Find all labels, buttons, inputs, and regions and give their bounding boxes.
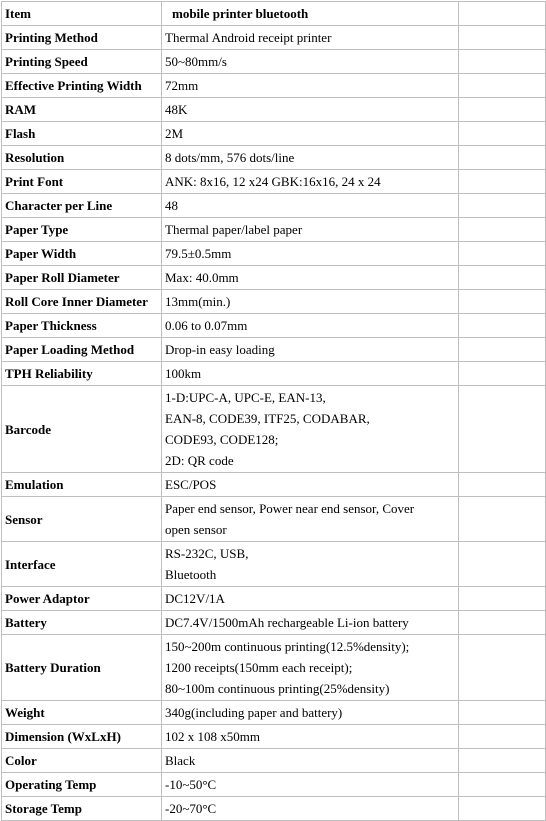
empty-cell xyxy=(459,773,546,797)
empty-cell xyxy=(459,170,546,194)
spec-value-cell xyxy=(162,635,459,701)
spec-label-cell: Character per Line xyxy=(2,194,162,218)
spec-value-line: 48 xyxy=(165,198,178,213)
spec-label-cell: Sensor xyxy=(2,497,162,542)
spec-value-cell xyxy=(162,725,459,749)
table-row xyxy=(2,194,546,218)
empty-cell xyxy=(459,635,546,701)
spec-value-cell xyxy=(162,749,459,773)
table-row xyxy=(2,170,546,194)
spec-value-line: 1-D:UPC-A, UPC-E, EAN-13, xyxy=(165,390,326,405)
table-row xyxy=(2,386,546,473)
spec-value-cell xyxy=(162,146,459,170)
spec-value-cell xyxy=(162,26,459,50)
empty-cell xyxy=(459,74,546,98)
table-row xyxy=(2,218,546,242)
spec-value-line: Drop-in easy loading xyxy=(165,342,275,357)
empty-cell xyxy=(459,2,546,26)
spec-value-cell xyxy=(162,701,459,725)
spec-value-line: DC12V/1A xyxy=(165,591,225,606)
spec-value-cell xyxy=(162,98,459,122)
spec-value-line: 79.5±0.5mm xyxy=(165,246,232,261)
table-row xyxy=(2,611,546,635)
empty-cell xyxy=(459,587,546,611)
spec-value-line: Thermal paper/label paper xyxy=(165,222,303,237)
table-row xyxy=(2,362,546,386)
table-row xyxy=(2,497,546,542)
spec-label-cell: Effective Printing Width xyxy=(2,74,162,98)
spec-value-line: open sensor xyxy=(165,522,227,537)
table-row xyxy=(2,725,546,749)
spec-value-line: 72mm xyxy=(165,78,199,93)
spec-value-line: 50~80mm/s xyxy=(165,54,227,69)
spec-value-line: ESC/POS xyxy=(165,477,217,492)
table-row xyxy=(2,749,546,773)
item-header-cell: Item xyxy=(2,2,162,26)
spec-value-line: ANK: 8x16, 12 x24 GBK:16x16, 24 x 24 xyxy=(165,174,381,189)
spec-value-line: CODE93, CODE128; xyxy=(165,432,279,447)
table-row xyxy=(2,50,546,74)
table-row xyxy=(2,314,546,338)
empty-cell xyxy=(459,218,546,242)
spec-label-cell: Battery Duration xyxy=(2,635,162,701)
spec-value-line: 8 dots/mm, 576 dots/line xyxy=(165,150,295,165)
spec-label-cell: Paper Width xyxy=(2,242,162,266)
spec-value-line: 1200 receipts(150mm each receipt); xyxy=(165,660,353,675)
spec-value-cell xyxy=(162,587,459,611)
spec-value-line: 2D: QR code xyxy=(165,453,234,468)
spec-value-line: -10~50°C xyxy=(165,777,217,792)
spec-label-cell: Printing Method xyxy=(2,26,162,50)
spec-value-line: -20~70°C xyxy=(165,801,217,816)
empty-cell xyxy=(459,242,546,266)
empty-cell xyxy=(459,50,546,74)
empty-cell xyxy=(459,362,546,386)
spec-label-cell: Paper Roll Diameter xyxy=(2,266,162,290)
empty-cell xyxy=(459,194,546,218)
spec-label-cell: Color xyxy=(2,749,162,773)
spec-value-line: 80~100m continuous printing(25%density) xyxy=(165,681,390,696)
empty-cell xyxy=(459,26,546,50)
spec-label-cell: TPH Reliability xyxy=(2,362,162,386)
spec-value-line: 48K xyxy=(165,102,188,117)
spec-value-cell xyxy=(162,74,459,98)
spec-value-cell xyxy=(162,50,459,74)
empty-cell xyxy=(459,725,546,749)
spec-value-cell xyxy=(162,773,459,797)
table-row xyxy=(2,473,546,497)
spec-value-line: Paper end sensor, Power near end sensor, Cover xyxy=(165,501,415,516)
spec-value-cell xyxy=(162,170,459,194)
table-row xyxy=(2,587,546,611)
spec-value-line: Max: 40.0mm xyxy=(165,270,239,285)
spec-label-cell: Flash xyxy=(2,122,162,146)
spec-label-cell: RAM xyxy=(2,98,162,122)
spec-label-cell: Paper Thickness xyxy=(2,314,162,338)
spec-label-cell: Dimension (WxLxH) xyxy=(2,725,162,749)
empty-cell xyxy=(459,98,546,122)
empty-cell xyxy=(459,266,546,290)
spec-value-line: Thermal Android receipt printer xyxy=(165,30,332,45)
empty-cell xyxy=(459,386,546,473)
table-row xyxy=(2,290,546,314)
spec-value-cell xyxy=(162,611,459,635)
spec-value-cell xyxy=(162,497,459,542)
spec-label-cell: Weight xyxy=(2,701,162,725)
empty-cell xyxy=(459,146,546,170)
empty-cell xyxy=(459,542,546,587)
table-header-row xyxy=(2,2,546,26)
spec-label-cell: Print Font xyxy=(2,170,162,194)
spec-label-cell: Roll Core Inner Diameter xyxy=(2,290,162,314)
spec-label-cell: Barcode xyxy=(2,386,162,473)
table-row xyxy=(2,542,546,587)
spec-value-cell xyxy=(162,290,459,314)
spec-label-cell: Interface xyxy=(2,542,162,587)
spec-value-cell xyxy=(162,362,459,386)
table-row xyxy=(2,797,546,821)
empty-cell xyxy=(459,497,546,542)
table-row xyxy=(2,773,546,797)
spec-label-cell: Printing Speed xyxy=(2,50,162,74)
spec-value-cell xyxy=(162,122,459,146)
spec-label-cell: Operating Temp xyxy=(2,773,162,797)
spec-value-line: 2M xyxy=(165,126,184,141)
spec-value-cell xyxy=(162,194,459,218)
table-row xyxy=(2,242,546,266)
spec-label-cell: Paper Loading Method xyxy=(2,338,162,362)
spec-label-cell: Battery xyxy=(2,611,162,635)
empty-cell xyxy=(459,797,546,821)
spec-value-line: 0.06 to 0.07mm xyxy=(165,318,248,333)
table-row xyxy=(2,146,546,170)
spec-value-line: 150~200m continuous printing(12.5%density); xyxy=(165,639,410,654)
spec-value-line: 340g(including paper and battery) xyxy=(165,705,343,720)
table-row xyxy=(2,74,546,98)
empty-cell xyxy=(459,290,546,314)
spec-table xyxy=(1,1,546,821)
spec-value-line: DC7.4V/1500mAh rechargeable Li-ion battery xyxy=(165,615,409,630)
spec-label-cell: Emulation xyxy=(2,473,162,497)
spec-value-cell xyxy=(162,218,459,242)
spec-value-line: 13mm(min.) xyxy=(165,294,231,309)
table-row xyxy=(2,26,546,50)
table-row xyxy=(2,701,546,725)
table-row xyxy=(2,338,546,362)
spec-value-line: Black xyxy=(165,753,196,768)
spec-label-cell: Power Adaptor xyxy=(2,587,162,611)
spec-label-cell: Paper Type xyxy=(2,218,162,242)
spec-label-cell: Resolution xyxy=(2,146,162,170)
empty-cell xyxy=(459,473,546,497)
spec-value-cell xyxy=(162,797,459,821)
empty-cell xyxy=(459,338,546,362)
empty-cell xyxy=(459,701,546,725)
table-row xyxy=(2,266,546,290)
spec-label-cell: Storage Temp xyxy=(2,797,162,821)
empty-cell xyxy=(459,314,546,338)
spec-value-line: Bluetooth xyxy=(165,567,217,582)
spec-value-line: EAN-8, CODE39, ITF25, CODABAR, xyxy=(165,411,370,426)
table-row xyxy=(2,98,546,122)
spec-value-cell xyxy=(162,386,459,473)
spec-value-cell xyxy=(162,266,459,290)
empty-cell xyxy=(459,122,546,146)
table-row xyxy=(2,122,546,146)
spec-table-body xyxy=(2,2,546,821)
spec-value-cell xyxy=(162,338,459,362)
spec-value-line: 100km xyxy=(165,366,202,381)
empty-cell xyxy=(459,611,546,635)
product-name-cell: mobile printer bluetooth xyxy=(162,2,459,26)
spec-value-line: 102 x 108 x50mm xyxy=(165,729,260,744)
spec-value-cell xyxy=(162,542,459,587)
spec-value-cell xyxy=(162,473,459,497)
spec-value-cell xyxy=(162,242,459,266)
table-row xyxy=(2,635,546,701)
spec-value-cell xyxy=(162,314,459,338)
empty-cell xyxy=(459,749,546,773)
spec-value-line: RS-232C, USB, xyxy=(165,546,249,561)
